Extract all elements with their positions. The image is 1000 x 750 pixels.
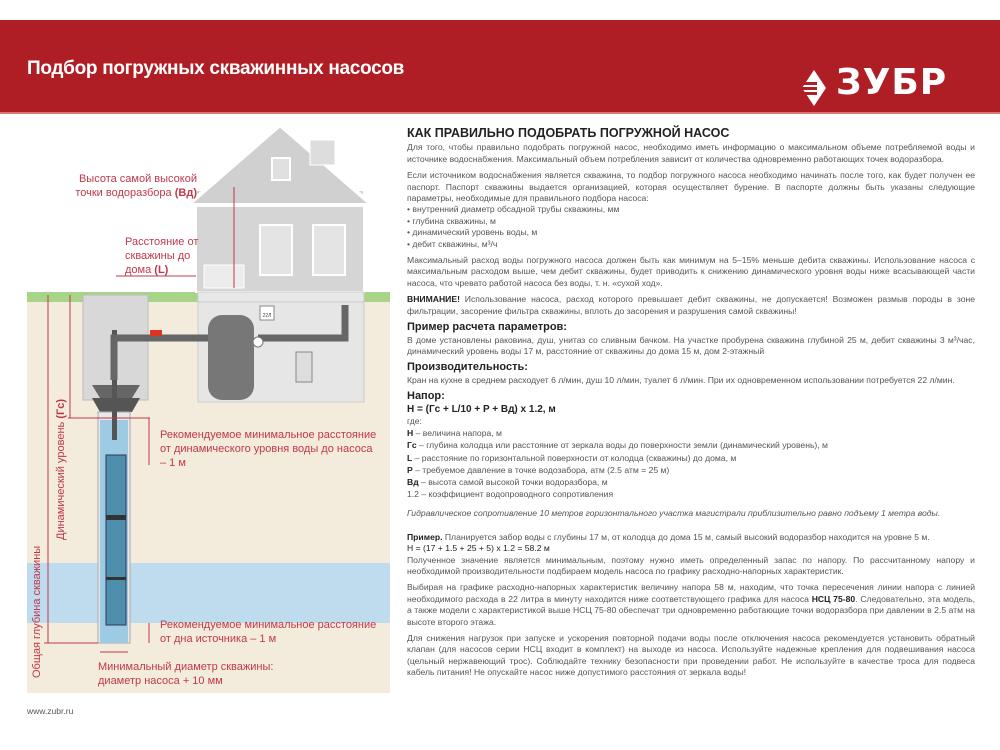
list-item: • глубина скважины, м (407, 216, 975, 227)
website-link[interactable]: www.zubr.ru (27, 706, 74, 716)
legend-item: Гс – глубина колодца или расстояние от зеркала воды до поверхности земли (динамический уровень), м (407, 440, 828, 451)
well-diagram (0, 120, 400, 700)
legend-item: H – величина напора, м (407, 428, 502, 439)
paragraph: Если источником водоснабжения является скважина, то подбор погружного насоса необходимо начинать после того, как будет получен ее паспорт. Паспорт скважины выдается организацией, которая осуществляет бурение. В паспорте должны быть указаны следующие параметры, необходимые для правильного подбора насоса: (407, 170, 975, 204)
legend-item: L – расстояние по горизонтальной поверхности от колодца (скважины) до дома, м (407, 452, 737, 463)
min-distance-bottom-label: Рекомендуемое минимальное расстояние от дна источника – 1 м (160, 619, 377, 645)
list-item: • дебит скважины, м³/ч (407, 239, 975, 250)
zubr-logo (796, 62, 974, 108)
distance-label: Расстояние от скважины до дома (L) (125, 236, 199, 276)
paragraph: В доме установлены раковина, душ, унитаз со сливным бачком. На участке пробурена скважина глубиной 25 м, дебит скважины 3 м³/час, динамический уровень воды 17 м, расстояние от скважины до дома 15 м, дом 2-этажный (407, 334, 975, 356)
formula-legend (407, 415, 975, 500)
paragraph: Максимальный расход воды погружного насоса должен быть как минимум на 5–15% меньше дебита скважины. Использование насоса с максимальным расходом выше, чем дебит скважины, будет приводить к снижению динамического уровня воды ниже всасывающей части насоса, что чревато работой насоса без воды, т. н. «сухой ход». (407, 255, 975, 288)
height-label: Высота самой высокой точки водоразбора (Вд) (75, 173, 197, 199)
legend-intro: где: (407, 415, 422, 426)
logo-text: ЗУБР (836, 62, 948, 103)
paragraph: Выбирая на графике расходно-напорных характеристик величину напора 58 м, находим, что точка пересечения линии напора с линией необходимого расхода в 22 литра в минуту находится ниже соответствующего графика для насоса НСЦ 75-80. Следовательно, эта модель, а также модели с характеристикой выше НСЦ 75-80 обеспечат три одновременно работающие точки водоразбора при давлении в 2.5 атм на высоте второго этажа. (407, 582, 975, 627)
header-banner (0, 20, 1000, 114)
total-depth-label: Общая глубина скважины (31, 545, 43, 678)
head-heading: Напор: (407, 390, 445, 403)
parameter-list (407, 204, 975, 250)
example2: Пример. Планируется забор воды с глубины 17 м, от колодца до дома 15 м, самый высокий водоразбор находится на уровне 5 м. (407, 531, 930, 542)
logo-emblem-icon (796, 68, 832, 108)
warning-paragraph: ВНИМАНИЕ! Использование насоса, расход которого превышает дебит скважины, не допускается! Возможен размыв породы в зоне фильтрации, засорение фильтра скважины, вплоть до засорения и разрушения самой скважины! (407, 294, 975, 316)
legend-item: P – требуемое давление в точке водозабора, атм (2.5 атм = 25 м) (407, 464, 670, 475)
tank-badge: 22Л (262, 313, 272, 319)
paragraph: Полученное значение является минимальным, поэтому нужно иметь определенный запас по напору. По рассчитанному напору и необходимой производительности подбираем модель насоса по графику расходно-напорных характеристик. (407, 554, 975, 576)
page-title: Подбор погружных скважинных насосов (27, 58, 405, 79)
list-item: • динамический уровень воды, м (407, 227, 975, 238)
article (407, 128, 975, 684)
note: Гидравлическое сопротивление 10 метров горизонтального участка магистрали приблизительно равно подъему 1 метра воды. (407, 508, 941, 519)
performance-heading: Производительность: (407, 361, 528, 374)
pump (106, 455, 126, 625)
water-filter (296, 352, 312, 382)
example2-formula: H = (17 + 1.5 + 25 + 5) x 1.2 = 58.2 м (407, 543, 550, 554)
paragraph: Для снижения нагрузок при запуске и ускорения повторной подачи воды после отключения насоса рекомендуется установить обратный клапан (для насосов серии НСЦ входит в комплект) на выходе из насоса. Используйте надежные крепления для подвешивания насоса (цельный нержавеющий трос). Соблюдайте технику безопасности при проведении работ. Не используйте в качестве троса для подвеса кабель питания! Не опускайте насос ниже допустимого расстояния от зеркала воды! (407, 633, 975, 678)
list-item: • внутренний диаметр обсадной трубы скважины, мм (407, 204, 975, 215)
paragraph: Кран на кухне в среднем расходует 6 л/мин, душ 10 л/мин, туалет 6 л/мин. При их одновременном использовании потребуется 22 л/мин. (407, 374, 955, 385)
head-formula: H = (Гс + L/10 + P + Вд) x 1.2, м (407, 403, 556, 415)
dynamic-level-label: Динамический уровень (Гс) (55, 398, 67, 540)
pressure-tank (208, 315, 254, 400)
legend-item: 1.2 – коэффициент водопроводного сопротивления (407, 489, 614, 500)
paragraph: Для того, чтобы правильно подобрать погружной насос, необходимо иметь информацию о максимальном объеме потребляемой воды и источнике водоснабжения. Максимальный объем потребления зависит от количества одновременно работающих точек водоразбора. (407, 142, 975, 164)
legend-item: Вд – высота самой высокой точки водоразбора, м (407, 476, 608, 487)
min-distance-level-label: Рекомендуемое минимальное расстояние от динамического уровня воды до насоса – 1 м (160, 429, 377, 469)
aquifer-layer (27, 563, 390, 623)
article-title: КАК ПРАВИЛЬНО ПОДОБРАТЬ ПОГРУЖНОЙ НАСОС (407, 126, 730, 140)
min-diameter-label: Минимальный диаметр скважины: диаметр насоса + 10 мм (98, 661, 274, 687)
example-heading: Пример расчета параметров: (407, 321, 567, 334)
